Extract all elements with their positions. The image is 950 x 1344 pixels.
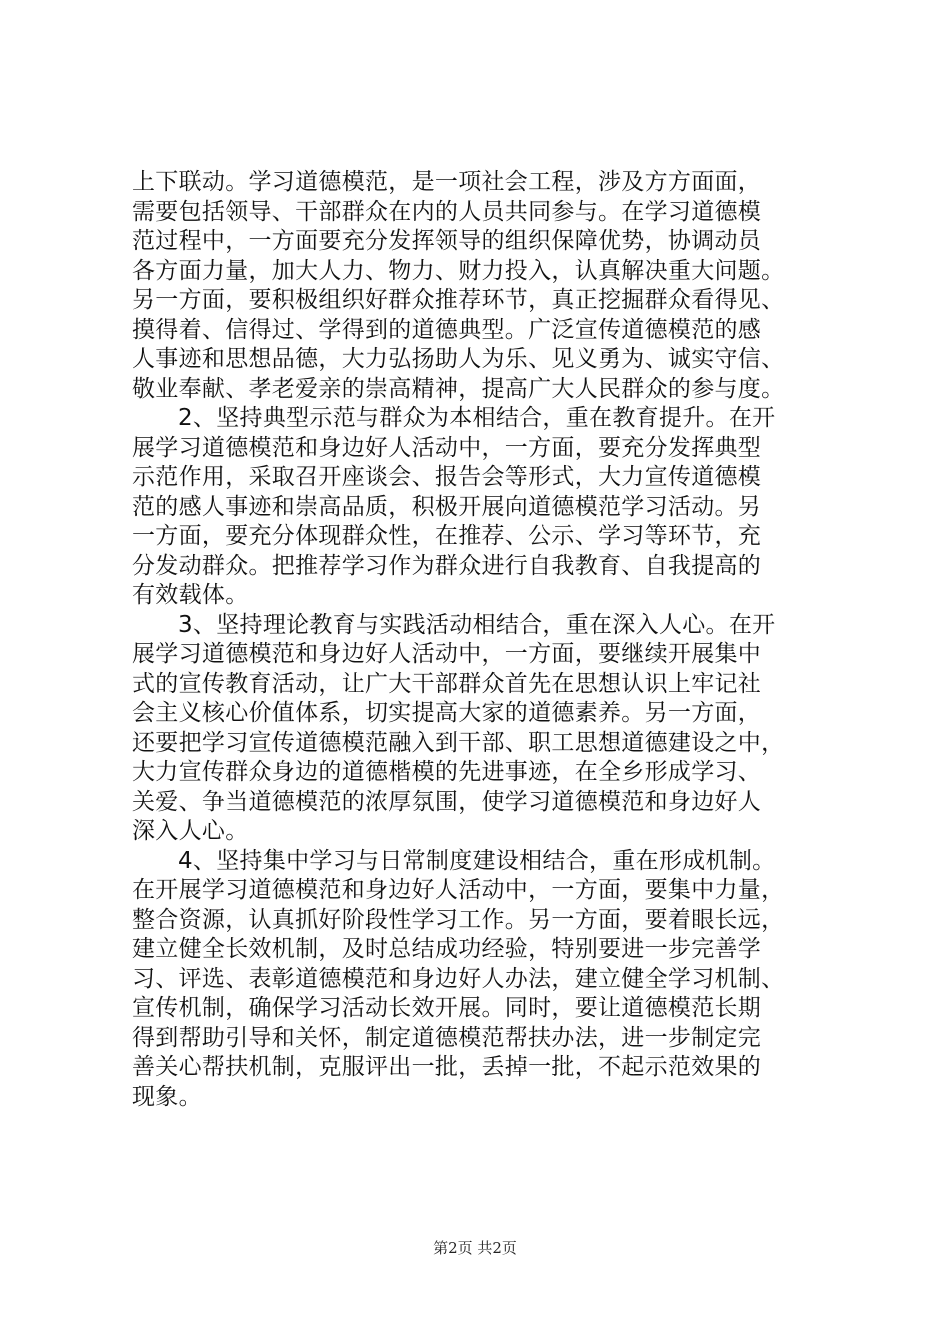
text-line: 示范作用，采取召开座谈会、报告会等形式，大力宣传道德模 (132, 464, 762, 490)
text-line: 关爱、争当道德模范的浓厚氛围，使学习道德模范和身边好人 (132, 788, 762, 815)
text-line: 2、坚持典型示范与群众为本相结合，重在教育提升。在开 (178, 405, 776, 431)
text-line: 另一方面，要积极组织好群众推荐环节，真正挖掘群众看得见、 (132, 287, 785, 313)
text-line: 还要把学习宣传道德模范融入到干部、职工思想道德建设之中， (132, 729, 785, 756)
text-line: 习、评选、表彰道德模范和身边好人办法，建立健全学习机制、 (132, 965, 785, 992)
text-line: 整合资源，认真抓好阶段性学习工作。另一方面，要着眼长远， (132, 906, 785, 933)
text-line: 敬业奉献、孝老爱亲的崇高精神，提高广大人民群众的参与度。 (132, 375, 785, 402)
text-line: 现象。 (132, 1083, 202, 1110)
paragraph-4 (132, 847, 832, 1113)
text-line: 各方面力量，加大人力、物力、财力投入，认真解决重大问题。 (132, 257, 785, 284)
paragraph-3 (132, 611, 832, 847)
text-line: 会主义核心价值体系，切实提高大家的道德素养。另一方面， (132, 700, 762, 726)
text-line: 善关心帮扶机制，克服评出一批，丢掉一批，不起示范效果的 (132, 1054, 762, 1080)
paragraph-2 (132, 404, 832, 611)
page-footer (0, 1237, 950, 1258)
page-number-label: 第2页 共2页 (433, 1239, 517, 1257)
text-line: 摸得着、信得过、学得到的道德典型。广泛宣传道德模范的感 (132, 316, 762, 343)
text-line: 展学习道德模范和身边好人活动中，一方面，要充分发挥典型 (132, 434, 762, 461)
text-line: 范的感人事迹和崇高品质，积极开展向道德模范学习活动。另 (132, 493, 762, 520)
text-line: 式的宣传教育活动，让广大干部群众首先在思想认识上牢记社 (132, 670, 762, 697)
text-line: 深入人心。 (132, 818, 249, 844)
document-body (132, 168, 832, 1112)
paragraph-1 (132, 168, 832, 404)
text-line: 得到帮助引导和关怀，制定道德模范帮扶办法，进一步制定完 (132, 1024, 762, 1051)
text-line: 需要包括领导、干部群众在内的人员共同参与。在学习道德模 (132, 198, 762, 225)
text-line: 宣传机制，确保学习活动长效开展。同时，要让道德模范长期 (132, 995, 762, 1021)
text-line: 人事迹和思想品德，大力弘扬助人为乐、见义勇为、诚实守信、 (132, 346, 785, 372)
text-line: 分发动群众。把推荐学习作为群众进行自我教育、自我提高的 (132, 552, 762, 579)
text-line: 在开展学习道德模范和身边好人活动中，一方面，要集中力量， (132, 877, 785, 903)
text-line: 上下联动。学习道德模范，是一项社会工程，涉及方方面面， (132, 169, 762, 195)
text-line: 一方面，要充分体现群众性，在推荐、公示、学习等环节，充 (132, 523, 762, 549)
text-line: 建立健全长效机制，及时总结成功经验，特别要进一步完善学 (132, 936, 762, 962)
text-line: 有效载体。 (132, 582, 249, 608)
text-line: 展学习道德模范和身边好人活动中，一方面，要继续开展集中 (132, 641, 762, 667)
text-line: 4、坚持集中学习与日常制度建设相结合，重在形成机制。 (178, 847, 776, 874)
text-line: 范过程中，一方面要充分发挥领导的组织保障优势，协调动员 (132, 228, 762, 254)
text-line: 大力宣传群众身边的道德楷模的先进事迹，在全乡形成学习、 (132, 759, 762, 785)
text-line: 3、坚持理论教育与实践活动相结合，重在深入人心。在开 (178, 611, 776, 638)
